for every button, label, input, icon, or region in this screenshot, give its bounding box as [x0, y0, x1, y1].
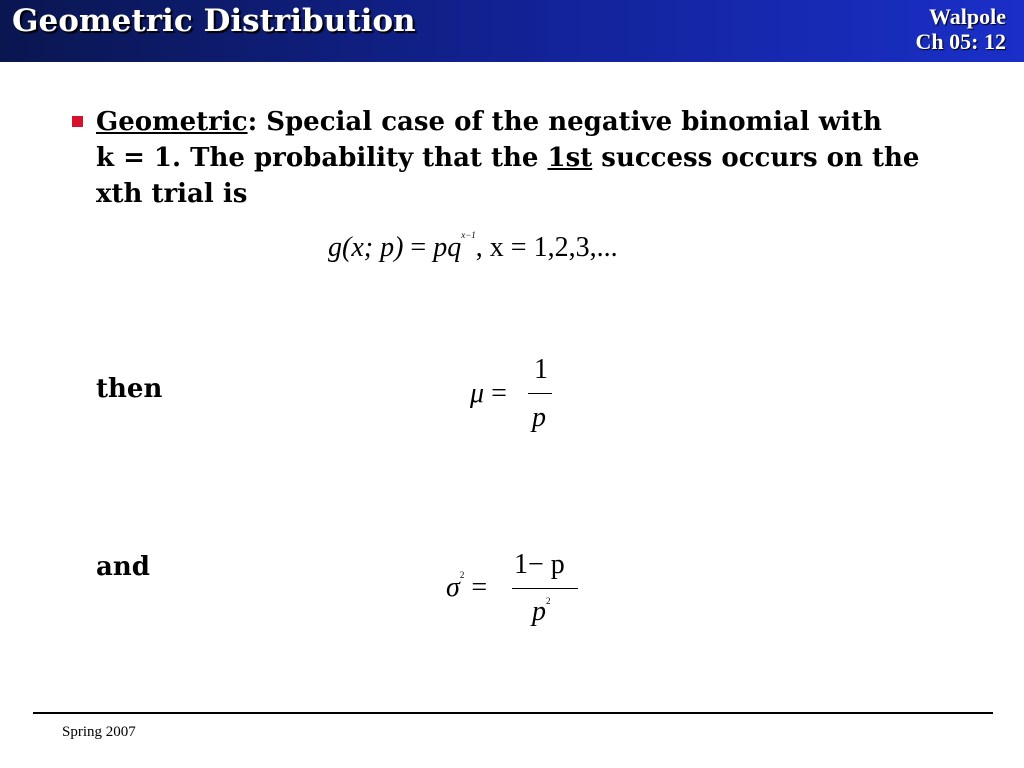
slide-header [0, 0, 1024, 62]
pmf-rhs: pq [433, 232, 462, 263]
pmf-domain: , x = 1,2,3,... [475, 232, 618, 263]
chapter-page-label: Ch 05: 12 [915, 29, 1006, 54]
line3-text: xth trial is [96, 179, 248, 209]
variance-numerator: 1− p [514, 549, 565, 580]
pmf-arguments: (x; p) [342, 232, 404, 263]
sigma-exponent: 2 [459, 570, 465, 580]
corner-label [916, 4, 1006, 54]
variance-denominator: $p^2$ [532, 596, 551, 627]
pmf-exponent: x−1 [461, 230, 476, 240]
line1-text: : Special case of the negative binomial with [247, 107, 882, 137]
pmf-function-name: g [328, 232, 342, 263]
footer-divider [33, 712, 993, 714]
book-label: Walpole [928, 4, 1006, 29]
mean-fraction-bar [528, 393, 552, 394]
line2-pre: k = 1. The probability that the [96, 143, 548, 173]
sigma-symbol: σ [446, 572, 460, 603]
term-geometric: Geometric [96, 107, 248, 137]
then-label: then [96, 374, 163, 404]
mean-numerator: 1 [534, 354, 548, 385]
bullet-text [96, 104, 976, 212]
footer-term: Spring 2007 [62, 724, 136, 740]
mean-lhs [470, 378, 507, 410]
denominator-exponent: 2 [546, 596, 551, 606]
variance-lhs [446, 572, 487, 604]
pmf-formula [328, 232, 618, 264]
and-label: and [96, 552, 150, 582]
slide-title: Geometric Distribution [12, 3, 416, 39]
bullet-square-icon [72, 116, 83, 127]
mu-symbol: μ [470, 378, 485, 409]
mean-denominator: p [532, 402, 546, 433]
emph-1st: 1st [547, 143, 593, 173]
variance-equals: = [464, 572, 488, 603]
mean-equals: = [484, 378, 507, 409]
line2-post: success occurs on the [592, 143, 920, 173]
variance-fraction-bar [512, 588, 578, 589]
pmf-equals: = [403, 232, 434, 263]
